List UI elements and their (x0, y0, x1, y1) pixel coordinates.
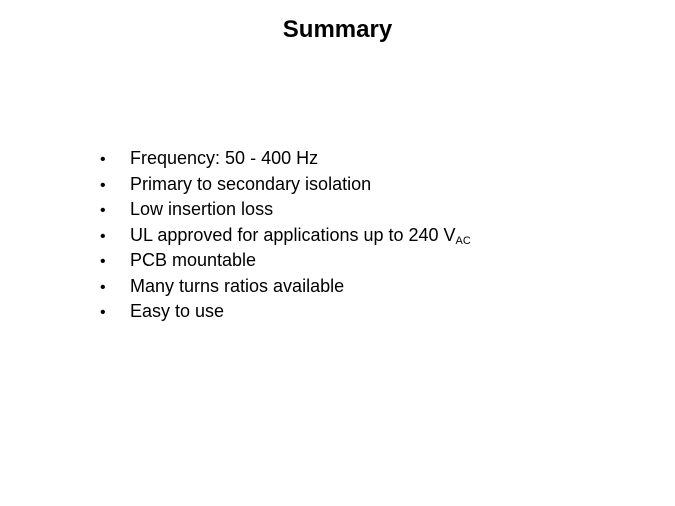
bullet-text-easy-to-use: Easy to use (130, 301, 225, 321)
bullet-icon: • (100, 151, 106, 168)
slide-title: Summary (282, 16, 393, 43)
bullet-text-insertion-loss: Low insertion loss (130, 199, 274, 219)
bullet-text-frequency: Frequency: 50 - 400 Hz (130, 148, 319, 168)
list-item (100, 274, 471, 300)
list-item (100, 197, 471, 223)
list-item (100, 223, 471, 249)
voltage-subscript: AC (455, 234, 471, 247)
bullet-text-turns-ratios: Many turns ratios available (130, 275, 345, 296)
bullet-icon: • (100, 278, 106, 296)
bullet-text-isolation: Primary to secondary isolation (130, 173, 372, 194)
list-item (100, 146, 471, 172)
bullet-icon: • (100, 176, 106, 194)
bullet-icon: • (100, 227, 106, 245)
list-item (100, 299, 471, 325)
ul-approved-main-text: UL approved for applications up to 240 V (130, 224, 456, 245)
bullet-icon: • (100, 304, 106, 321)
list-item (100, 172, 471, 198)
bullet-icon: • (100, 253, 106, 270)
bullet-icon: • (100, 202, 106, 219)
bullet-text-pcb: PCB mountable (130, 250, 257, 270)
bullet-list (100, 146, 471, 325)
